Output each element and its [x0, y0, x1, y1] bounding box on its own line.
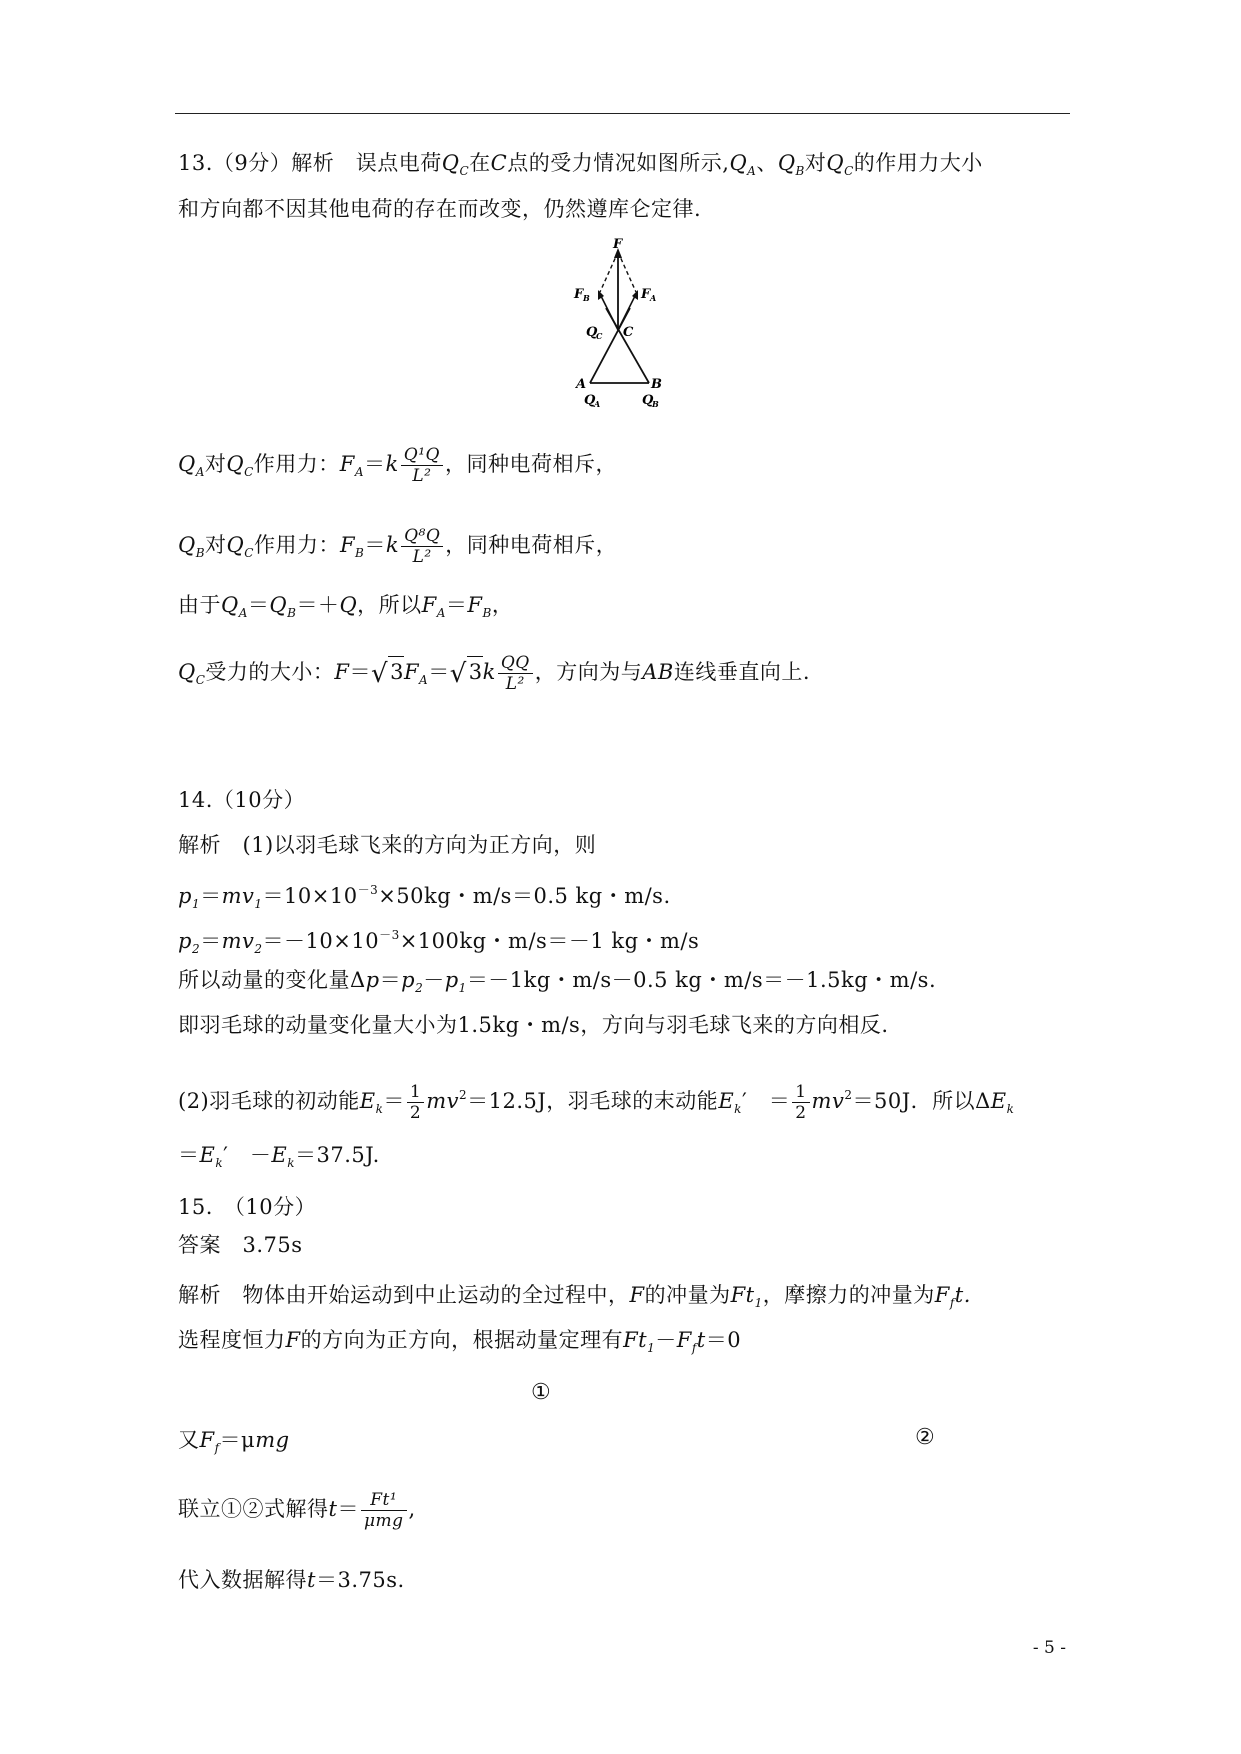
fraction: $\frac{\text{Q¹Q}}{\text{L²}}$: [401, 445, 443, 486]
svg-text:C: C: [596, 331, 603, 341]
q15-answer: 答案 3.75s: [178, 1233, 303, 1257]
q15-result: 代入数据解得t＝3.75s.: [178, 1568, 405, 1592]
fraction: $\frac{\text{Q⁸Q}}{\text{L²}}$: [401, 526, 443, 567]
fraction: $\frac{\text{Ft¹}}{\text{μmg}}$: [361, 1490, 407, 1531]
label-FA: F: [641, 287, 651, 302]
q13-equal-charges: 由于$Q_A=Q_B=+Q$，所以$F_A=F_B$，: [178, 593, 514, 620]
q13-eq-fb: $Q_B$对$Q_C$作用力：$F_B=k$ $\frac{\text{Q⁸Q}}{\text{L²}}$ ，同种电荷相斥，: [178, 526, 618, 567]
q14-kinetic: (2)羽毛球的初动能$E_k=$ $\frac{1}{2}$ $mv^2=12.5J$，羽毛球的末动能$E_k'$ ＝ $\frac{1}{2}$ $mv^2=50J$．所以$\Delta E_k$: [178, 1082, 1015, 1123]
q14-conclusion: 即羽毛球的动量变化量大小为1.5kg・m/s，方向与羽毛球飞来的方向相反.: [178, 1013, 889, 1037]
q15-line1: 解析 物体由开始运动到中止运动的全过程中，F的冲量为$Ft_1$，摩擦力的冲量为$F_ft$.: [178, 1283, 971, 1310]
q15-line2: 选程度恒力F的方向为正方向，根据动量定理有$Ft_1-F_ft=0$: [178, 1328, 742, 1355]
q13-header: 13.（9分）解析 误点电荷$Q_C$在C点的受力情况如图所示$,Q_A$、$Q_B$对$Q_C$的作用力大小: [178, 151, 983, 178]
q14-delta-p: 所以动量的变化量$\Delta p=p_2-p_1=-1kg$・m/s－0.5 kg・m/s＝－1.5kg・m/s.: [178, 968, 937, 995]
page-number: - 5 -: [1032, 1638, 1066, 1658]
svg-text:B: B: [652, 399, 659, 409]
label-QC: Q: [586, 325, 598, 340]
equation-marker-2: ②: [915, 1425, 935, 1450]
label-FB: F: [574, 287, 584, 302]
q15-friction: 又$F_f=\mu mg$: [178, 1428, 290, 1455]
equation-marker-1: ①: [531, 1380, 551, 1405]
q14-p2: $p_2=mv_2=-10\times 10^{-3}\times 100kg$・m/s＝－1 kg・m/s: [178, 928, 700, 956]
q15-header: 15. （10分）: [178, 1195, 317, 1219]
force-diagram: [560, 238, 680, 413]
q14-delta-ek: $=E_k'$ $-E_k=37.5J$.: [178, 1143, 380, 1170]
header-rule: [175, 113, 1070, 114]
label-A: A: [576, 377, 587, 392]
label-QB: Q: [642, 393, 654, 408]
q13-eq-fa: $Q_A$对$Q_C$作用力：$F_A=k$ $\frac{\text{Q¹Q}}{\text{L²}}$ ，同种电荷相斥，: [178, 445, 617, 486]
svg-text:A: A: [650, 293, 657, 303]
label-B: B: [651, 377, 662, 392]
q15-solve: 联立①②式解得t＝ $\frac{\text{Ft¹}}{\text{μmg}}$ ,: [178, 1490, 416, 1531]
q13-line2: 和方向都不因其他电荷的存在而改变，仍然遵库仑定律.: [178, 197, 702, 221]
label-C: C: [623, 325, 634, 340]
fraction: $\frac{1}{2}$: [407, 1082, 424, 1123]
label-F: F: [613, 238, 623, 252]
fraction: $\frac{QQ}{\text{L²}}$: [498, 653, 533, 694]
svg-text:B: B: [583, 293, 590, 303]
svg-text:A: A: [594, 399, 601, 409]
label-QA: Q: [584, 393, 596, 408]
q14-line1: 解析 (1)以羽毛球飞来的方向为正方向，则: [178, 833, 597, 857]
fraction: $\frac{1}{2}$: [792, 1082, 809, 1123]
q14-p1: $p_1=mv_1=10\times 10^{-3}\times 50kg$・m/s＝0.5 kg・m/s.: [178, 883, 671, 911]
q14-header: 14.（10分）: [178, 788, 306, 812]
q13-resultant: $Q_C$受力的大小：$F=√3F_A=√3k$ $\frac{QQ}{\text{L²}}$ ，方向为与AB连线垂直向上.: [178, 653, 811, 694]
